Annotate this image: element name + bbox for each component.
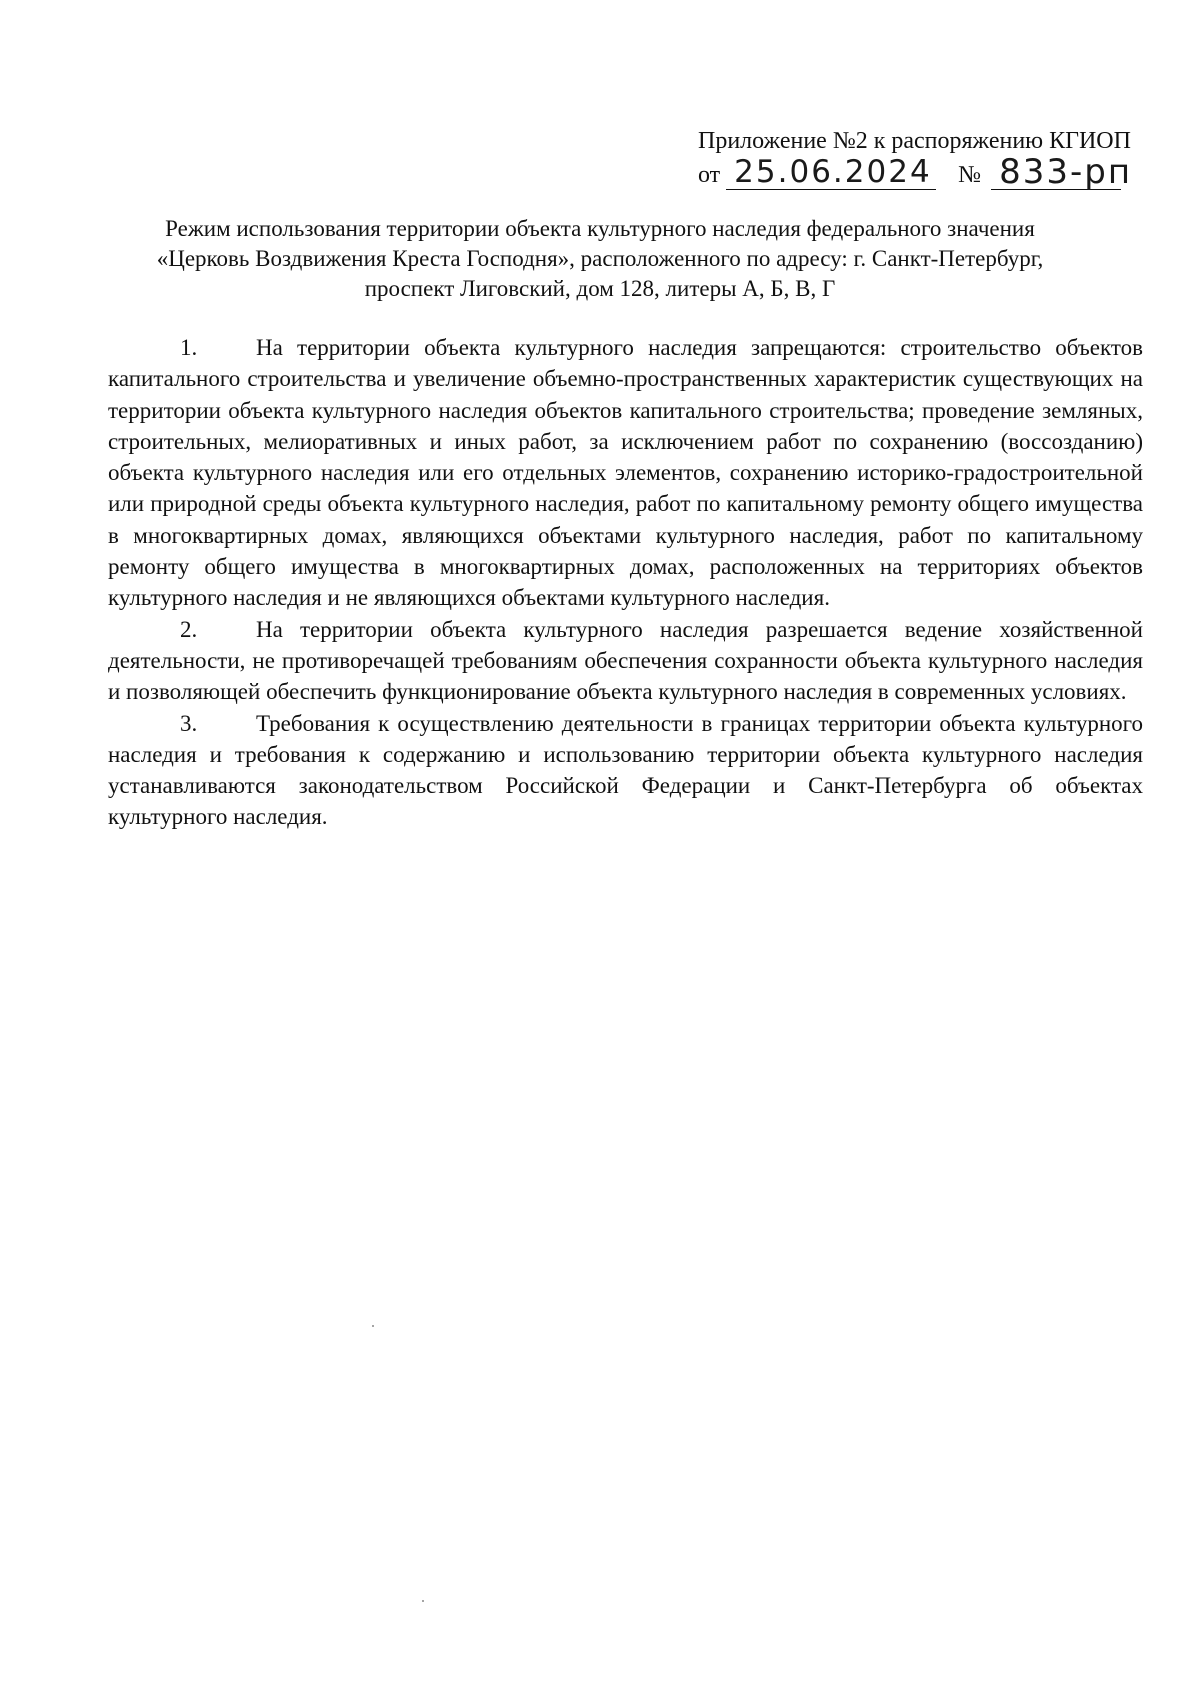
annex-reference [698,126,1138,190]
paragraph-number: 2. [180,616,198,642]
document-body [108,332,1143,833]
scan-speck [422,1600,424,1602]
title-line-1: Режим использования территории объекта культурного наследия федерального значения [165,216,1035,241]
handwritten-number: 833-рп [991,155,1121,190]
paragraph-2 [108,614,1143,708]
annex-date-number-line [698,152,1138,192]
paragraph-number: 1. [180,335,198,360]
paragraph-number: 3. [180,710,198,736]
number-label: № [958,162,982,188]
scan-speck [372,1325,374,1327]
paragraph-text: На территории объекта культурного наследия запрещаются: строительство объектов капитального строительства и увеличение объемно-пространственных характеристик существующих на территории объекта культурного наследия объектов капитального строительства; проведение земляных, строительных, мелиоративных и иных работ, за исключением работ по сохранению (воссозданию) объекта культурного наследия или его отдельных элементов, сохранению историко-градостроительной или природной среды объекта культурного наследия, работ по капитальному ремонту общего имущества в многоквартирных домах, являющихся объектами культурного наследия, работ по капитальному ремонту общего имущества в многоквартирных домах, расположенных на территориях объектов культурного наследия и не являющихся объектами культурного наследия. [108,335,1143,611]
title-line-2: «Церковь Воздвижения Креста Господня», расположенного по адресу: г. Санкт-Петербург, [156,246,1044,271]
from-label: от [698,162,721,188]
paragraph-text: На территории объекта культурного наследия разрешается ведение хозяйственной деятельности, не противоречащей требованиям обеспечения сохранности объекта культурного наследия и позволяющей обеспечить функционирование объекта культурного наследия в современных условиях. [108,616,1143,705]
annex-title: Приложение №2 к распоряжению КГИОП [698,128,1131,154]
paragraph-1 [108,332,1143,614]
paragraph-3 [108,708,1143,833]
handwritten-date: 25.06.2024 [726,155,936,190]
title-line-3: проспект Лиговский, дом 128, литеры А, Б, В, Г [364,276,836,301]
document-title [100,214,1100,304]
paragraph-text: Требования к осуществлению деятельности в границах территории объекта культурного наследия и требования к содержанию и использованию территории объекта культурного наследия устанавливаются законодательством Российской Федерации и Санкт-Петербурга об объектах культурного наследия. [108,710,1143,830]
